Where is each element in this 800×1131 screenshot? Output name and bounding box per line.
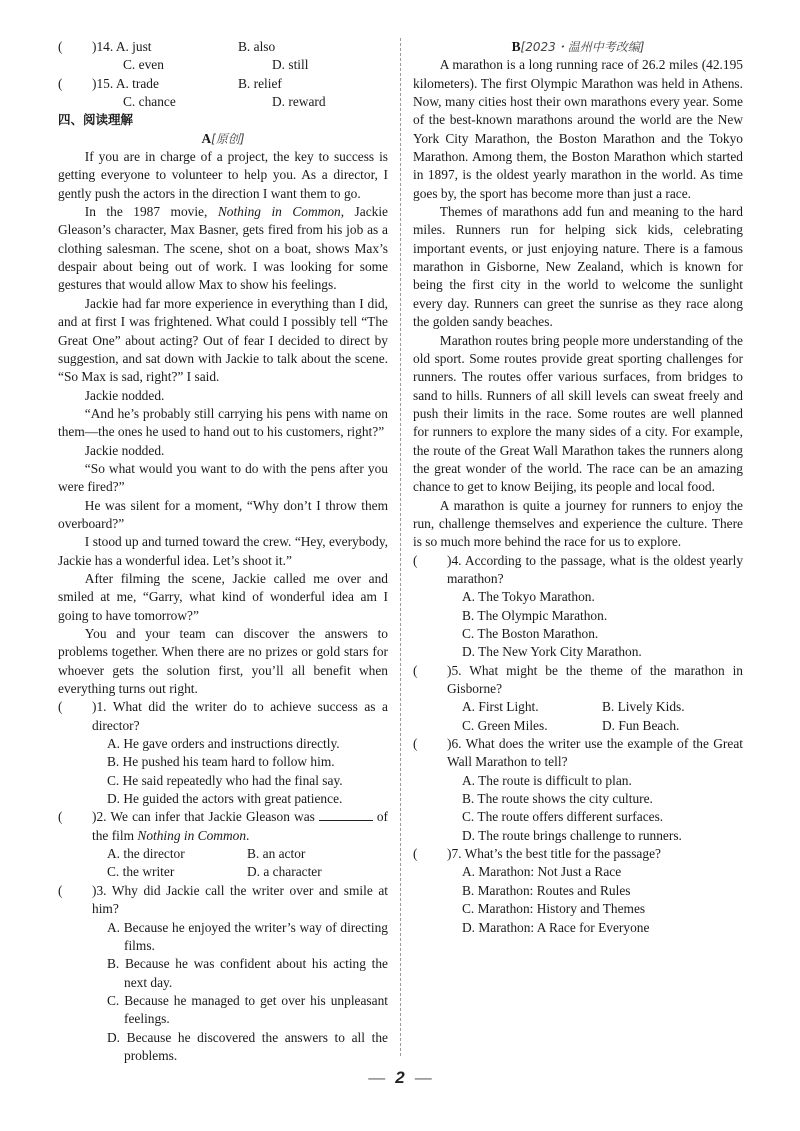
question-5: ( )5. What might be the theme of the marathon in Gisborne? A. First Light. B. Lively Kids. C. Green Miles. D. Fun Beach. xyxy=(413,662,743,735)
section-title: 四、阅读理解 xyxy=(58,112,134,128)
option-c: C. Because he managed to get over his unpleasant feelings. xyxy=(107,992,388,1027)
option-b: B. an actor xyxy=(247,846,306,862)
option-a: A. Because he enjoyed the writer’s way of directing films. xyxy=(107,919,388,953)
option-c: C. Green Miles. xyxy=(462,717,548,733)
page-footer xyxy=(0,1068,800,1088)
paragraph: He was silent for a moment, “Why don’t I throw them overboard?” xyxy=(58,497,388,531)
question-2: ( )2. We can infer that Jackie Gleason was of the film Nothing in Common. A. the director B. an actor C. the writer D. a character xyxy=(58,808,388,881)
prev-item-14: ( )14. A. just B. also C. even D. still xyxy=(58,39,309,73)
left-column xyxy=(58,38,388,1065)
paragraph: If you are in charge of a project, the key to success is getting everyone to volunteer to help you. As a director, I gently push the actors in the direction I want them to go. xyxy=(58,149,388,201)
paragraph: Jackie nodded. xyxy=(84,387,165,403)
passage-b-heading: B[2023・温州中考改编] xyxy=(511,39,645,54)
option-d: D. Fun Beach. xyxy=(602,717,680,733)
dash-left: — xyxy=(368,1068,386,1087)
option-c: C. the writer xyxy=(107,864,175,880)
column-divider xyxy=(400,38,401,1056)
option-d: D. He guided the actors with great patience. xyxy=(107,791,343,807)
option-d: D. a character xyxy=(247,864,322,880)
answer-blank[interactable]: ( xyxy=(58,809,63,825)
answer-blank[interactable]: ( xyxy=(413,736,418,752)
answer-blank[interactable]: ( xyxy=(413,552,418,568)
question-6: ( )6. What does the writer use the example of the Great Wall Marathon to tell? A. The route is difficult to plan. B. The route shows the city culture. C. The route offers different surfaces. D. The route brings challenge to runners. xyxy=(413,735,743,845)
option-a: A. Marathon: Not Just a Race xyxy=(462,864,622,880)
page-number: 2 xyxy=(395,1068,405,1087)
option-a: A. The route is difficult to plan. xyxy=(462,772,632,788)
question-4: ( )4. According to the passage, what is the oldest yearly marathon? A. The Tokyo Marathon. B. The Olympic Marathon. C. The Boston Marathon. D. The New York City Marathon. xyxy=(413,552,743,662)
option-c: C. The Boston Marathon. xyxy=(462,626,599,641)
option-b: B. He pushed his team hard to follow him. xyxy=(107,754,335,770)
option-d: D. The New York City Marathon. xyxy=(462,644,642,660)
option-b: B. The route shows the city culture. xyxy=(462,791,653,807)
paragraph: I stood up and turned toward the crew. “Hey, everybody, Jackie has a wonderful idea. Let’s shoot it.” xyxy=(58,534,388,568)
paragraph: Marathon routes bring people more understanding of the old sport. Some routes provide great sporting challenges for runners. The routes offer various surfaces, from bridges to sand to hills. Runners of all skill levels can sweat freely and push their limits in the race. Some routes are well planned for runners to explore the many sides of a city. For example, the route of the Great Wall Marathon takes the runners along the great wonder of the world. The race can be an amazing chance to get to know Beijing, its people and local food. xyxy=(413,332,743,495)
paragraph: You and your team can discover the answers to problems together. When there are no prizes or gold stars for whoever gets the solution first, you’ll all benefit when everything turns out right. xyxy=(58,626,388,697)
question-1: ( )1. What did the writer do to achieve success as a director? A. He gave orders and instructions directly. B. He pushed his team hard to follow him. C. He said repeatedly who had the final say. D. He guided the actors with great patience. xyxy=(58,698,388,808)
paragraph: Themes of marathons add fun and meaning to the hard miles. Runners run for helping sick kids, celebrating important events, or just enjoying nature. There is a famous marathon in Gisborne, New Zealand, which is known for being the first city in the world to welcome the sunlight every day. Runners can greet the sunrise as they race along the golden sandy beaches. xyxy=(413,204,743,330)
option-a: A. He gave orders and instructions directly. xyxy=(107,736,340,752)
option-b: B. Because he was confident about his acting the next day. xyxy=(107,956,388,990)
right-column xyxy=(413,38,743,937)
option-b: B. The Olympic Marathon. xyxy=(462,607,608,623)
paragraph: A marathon is quite a journey for runners to enjoy the run, challenge themselves and experience the culture. There is so much more behind the race for us to explore. xyxy=(413,497,743,550)
question-3: ( )3. Why did Jackie call the writer over and smile at him? A. Because he enjoyed the writer’s way of directing films. B. Because he was confident about his acting the next day. C. Because he managed to get over his unpleasant feelings. D. Because he discovered the answers to all the problems. xyxy=(58,882,388,1065)
paragraph: After filming the scene, Jackie called me over and smiled at me, “Garry, what kind of wonderful idea am I going to have tomorrow?” xyxy=(58,570,388,623)
paragraph: “So what would you want to do with the pens after you were fired?” xyxy=(58,460,388,495)
option-c: C. Marathon: History and Themes xyxy=(462,901,646,917)
option-a: A. First Light. xyxy=(462,699,539,715)
paragraph: “And he’s probably still carrying his pens with name on them—the ones he used to hand out to his customers, right?” xyxy=(58,405,388,440)
paragraph: Jackie had far more experience in everything than I did, and at first I was frightened. What could I possibly tell “The Great One” about acting? Out of fear I decided to direct by suggestion, and sat down with Jackie to talk about the scene. “So Max is sad, right?” I said. xyxy=(58,295,388,385)
answer-blank[interactable]: ( xyxy=(413,662,418,678)
paragraph: A marathon is a long running race of 26.2 miles (42.195 kilometers). The first Olympic Marathon was held in Athens. Now, many cities host their own marathons every year. Some of the best-known marathons around the world are the New York City Marathon, the Boston Marathon and the Tokyo Marathon. Among them, the Boston Marathon which started in 1897, is the oldest yearly marathon in the world. As time goes by, the sport has become more than just a race. xyxy=(413,57,743,201)
option-c: C. He said repeatedly who had the final say. xyxy=(107,772,343,788)
fill-blank xyxy=(319,808,373,821)
answer-blank[interactable]: ( xyxy=(58,75,63,91)
paragraph: Jackie nodded. xyxy=(84,442,165,458)
option-a: A. the director xyxy=(107,846,185,862)
passage-a-heading: A[原创] xyxy=(201,130,245,146)
dash-right: — xyxy=(414,1068,432,1087)
answer-blank[interactable]: ( xyxy=(58,699,63,715)
option-d: D. The route brings challenge to runners. xyxy=(462,827,682,843)
option-d: D. Marathon: A Race for Everyone xyxy=(462,919,650,935)
question-7: ( )7. What’s the best title for the passage? A. Marathon: Not Just a Race B. Marathon: Routes and Rules C. Marathon: History and Themes D. Marathon: A Race for Everyone xyxy=(413,845,743,937)
paragraph: In the 1987 movie, Nothing in Common, Jackie Gleason’s character, Max Basner, gets fired from his job as a clothing salesman. The scene, shot on a boat, shows Max’s despair about being out of work. I was looking for some gestures that would allow Max to show his feelings. xyxy=(58,204,389,293)
option-c: C. The route offers different surfaces. xyxy=(462,809,664,825)
option-d: D. Because he discovered the answers to all the problems. xyxy=(107,1029,388,1063)
answer-blank[interactable]: ( xyxy=(58,39,63,54)
prev-item-15: ( )15. A. trade B. relief C. chance D. reward xyxy=(58,75,326,110)
option-a: A. The Tokyo Marathon. xyxy=(462,589,595,605)
option-b: B. Marathon: Routes and Rules xyxy=(462,882,631,898)
answer-blank[interactable]: ( xyxy=(413,846,418,862)
answer-blank[interactable]: ( xyxy=(58,882,63,898)
option-b: B. Lively Kids. xyxy=(602,699,685,715)
